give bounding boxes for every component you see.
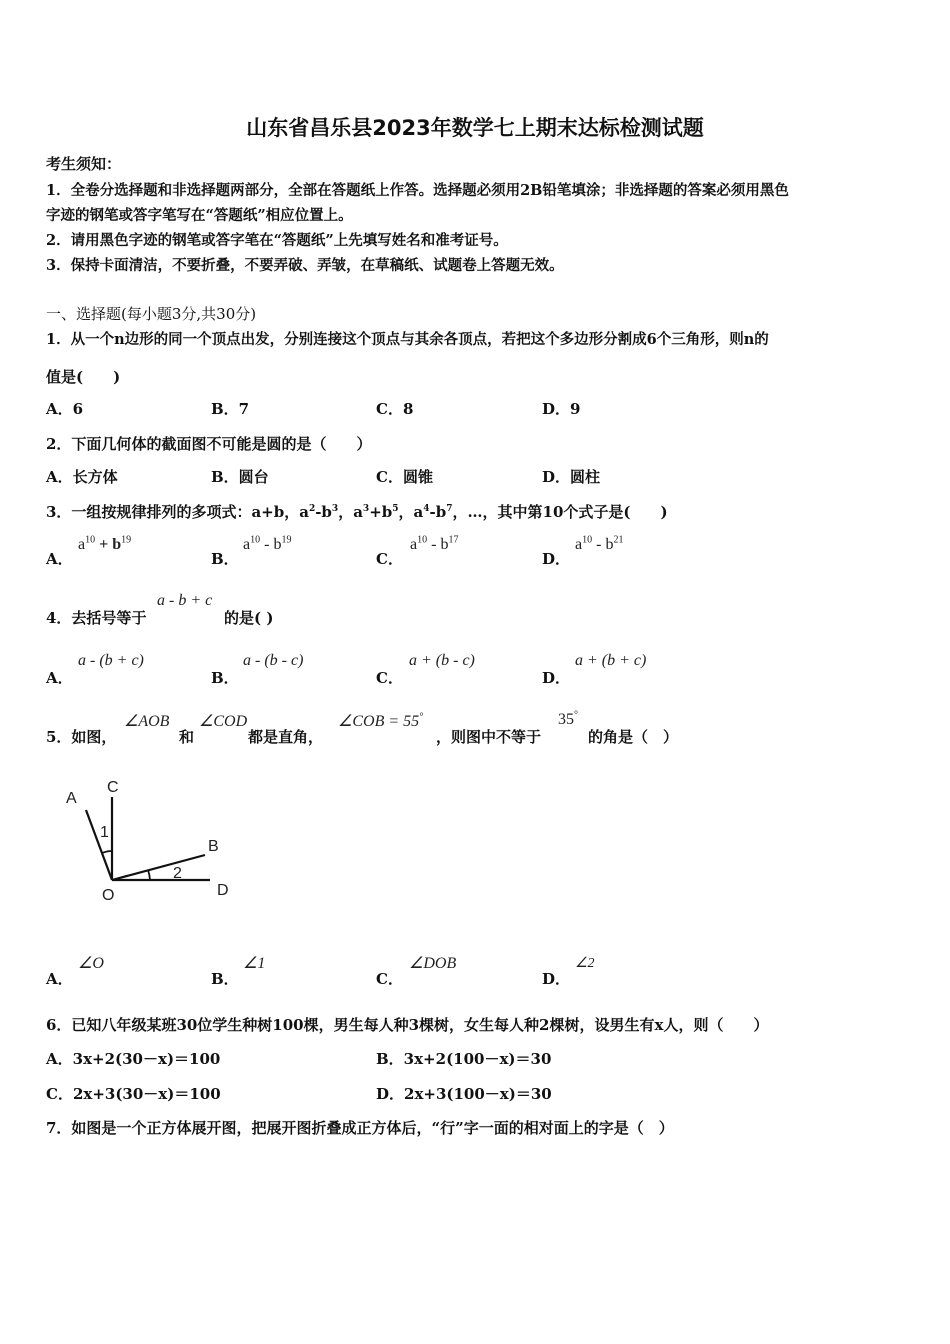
q1-stem-line1: 1．从一个n边形的同一个顶点出发，分别连接这个顶点与其余各顶点，若把这个多边形分割成6个三角形，则n的 <box>46 331 769 348</box>
q3-option-a-expr[interactable]: $a^{10} + b^{19}$ <box>78 534 132 553</box>
q6-option-b[interactable]: B．3x+2(100－x)＝30 <box>376 1050 552 1068</box>
notice-line-1b: 字迹的钢笔或答字笔写在“答题纸”相应位置上。 <box>46 207 353 224</box>
label-d: D <box>217 882 229 899</box>
q5-option-d-expr[interactable]: ∠2 <box>575 956 595 971</box>
q3-option-d-label[interactable]: D． <box>542 550 571 568</box>
label-o: O <box>102 887 115 904</box>
q5-option-d-label[interactable]: D． <box>542 970 571 988</box>
label-angle-1: 1 <box>100 824 109 841</box>
q4-option-d-label[interactable]: D． <box>542 669 571 687</box>
section-heading: 一、选择题(每小题3分,共30分) <box>46 305 257 323</box>
q2-option-c[interactable]: C．圆锥 <box>376 468 433 486</box>
q1-stem-line2: 值是( ) <box>46 368 121 386</box>
q2-option-a[interactable]: A．长方体 <box>46 468 118 486</box>
q1-option-a[interactable]: A．6 <box>46 400 84 418</box>
q4-option-a-expr[interactable]: a - (b + c) <box>78 652 144 669</box>
q4-stem-suffix: 的是( ) <box>224 609 274 627</box>
q5-stem-value: 35° <box>558 709 578 728</box>
q3-option-a-label[interactable]: A． <box>46 550 73 568</box>
q1-option-d[interactable]: D．9 <box>542 400 581 418</box>
label-a: A <box>66 790 77 807</box>
q4-stem-expr: a - b + c <box>157 592 213 609</box>
q4-option-b-label[interactable]: B． <box>211 669 239 687</box>
ray-oa <box>86 810 112 880</box>
q6-option-d[interactable]: D．2x+3(100－x)＝30 <box>376 1085 552 1103</box>
q5-stem-prefix: 5．如图， <box>46 728 117 746</box>
angle-2-arc <box>148 870 150 880</box>
angle-1-arc <box>102 851 112 853</box>
q5-stem-mid: 都是直角， <box>248 728 324 746</box>
notice-line-1a: 1．全卷分选择题和非选择题两部分，全部在答题纸上作答。选择题必须用2B铅笔填涂；非选择题的答案必须用黑色 <box>46 182 789 199</box>
q3-option-c-label[interactable]: C． <box>376 550 403 568</box>
q5-angle-figure <box>55 775 245 905</box>
q5-stem-angle-cod: ∠COD <box>199 713 248 730</box>
q3-stem: 3．一组按规律排列的多项式：a+b，$a^2-b^3$，$a^3+b^5$，$a^4-b^7$，…，其中第10个式子是( ) <box>46 503 668 521</box>
q5-stem-and: 和 <box>179 728 195 746</box>
q5-stem-suffix: 的角是（ ） <box>588 728 679 746</box>
notice-line-3: 3．保持卡面清洁，不要折叠，不要弄破、弄皱，在草稿纸、试题卷上答题无效。 <box>46 257 564 274</box>
label-c: C <box>107 779 119 796</box>
notice-line-2: 2．请用黑色字迹的钢笔或答字笔在“答题纸”上先填写姓名和准考证号。 <box>46 232 508 249</box>
ray-ob <box>112 855 205 880</box>
q4-option-a-label[interactable]: A． <box>46 669 73 687</box>
q5-option-a-label[interactable]: A． <box>46 970 73 988</box>
q4-option-c-label[interactable]: C． <box>376 669 403 687</box>
q5-option-c-expr[interactable]: ∠DOB <box>409 955 457 972</box>
q1-option-c[interactable]: C．8 <box>376 400 414 418</box>
label-b: B <box>208 838 219 855</box>
label-angle-2: 2 <box>173 865 182 882</box>
q5-option-b-expr[interactable]: ∠1 <box>243 955 266 972</box>
q6-option-a[interactable]: A．3x+2(30－x)＝100 <box>46 1050 221 1068</box>
q5-stem-condition: ∠COB = 55° <box>338 711 424 730</box>
notice-heading: 考生须知： <box>46 155 122 173</box>
q3-option-d-expr[interactable]: $a^{10} - b^{21}$ <box>575 534 624 553</box>
q2-option-b[interactable]: B．圆台 <box>211 468 269 486</box>
q4-stem-prefix: 4．去括号等于 <box>46 609 147 627</box>
page-title: 山东省昌乐县2023年数学七上期末达标检测试题 <box>246 116 704 140</box>
q5-stem-mid2: ，则图中不等于 <box>436 728 542 746</box>
q5-stem-angle-aob: ∠AOB <box>124 713 170 730</box>
q7-stem: 7．如图是一个正方体展开图，把展开图折叠成正方体后，“行”字一面的相对面上的字是（ ） <box>46 1119 674 1137</box>
q5-option-b-label[interactable]: B． <box>211 970 239 988</box>
q5-option-a-expr[interactable]: ∠O <box>78 955 104 972</box>
q4-option-c-expr[interactable]: a + (b - c) <box>409 652 475 669</box>
q3-option-b-expr[interactable]: $a^{10} - b^{19}$ <box>243 534 292 553</box>
q6-stem: 6．已知八年级某班30位学生种树100棵，男生每人种3棵树，女生每人种2棵树，设男生有x人，则（ ） <box>46 1016 769 1034</box>
q6-option-c[interactable]: C．2x+3(30－x)＝100 <box>46 1085 221 1103</box>
q4-option-d-expr[interactable]: a + (b + c) <box>575 652 647 669</box>
q1-option-b[interactable]: B．7 <box>211 400 250 418</box>
q2-option-d[interactable]: D．圆柱 <box>542 468 601 486</box>
q2-stem: 2．下面几何体的截面图不可能是圆的是（ ） <box>46 435 372 453</box>
q5-option-c-label[interactable]: C． <box>376 970 403 988</box>
q3-option-b-label[interactable]: B． <box>211 550 239 568</box>
q3-option-c-expr[interactable]: $a^{10} - b^{17}$ <box>410 534 459 553</box>
q4-option-b-expr[interactable]: a - (b - c) <box>243 652 304 669</box>
